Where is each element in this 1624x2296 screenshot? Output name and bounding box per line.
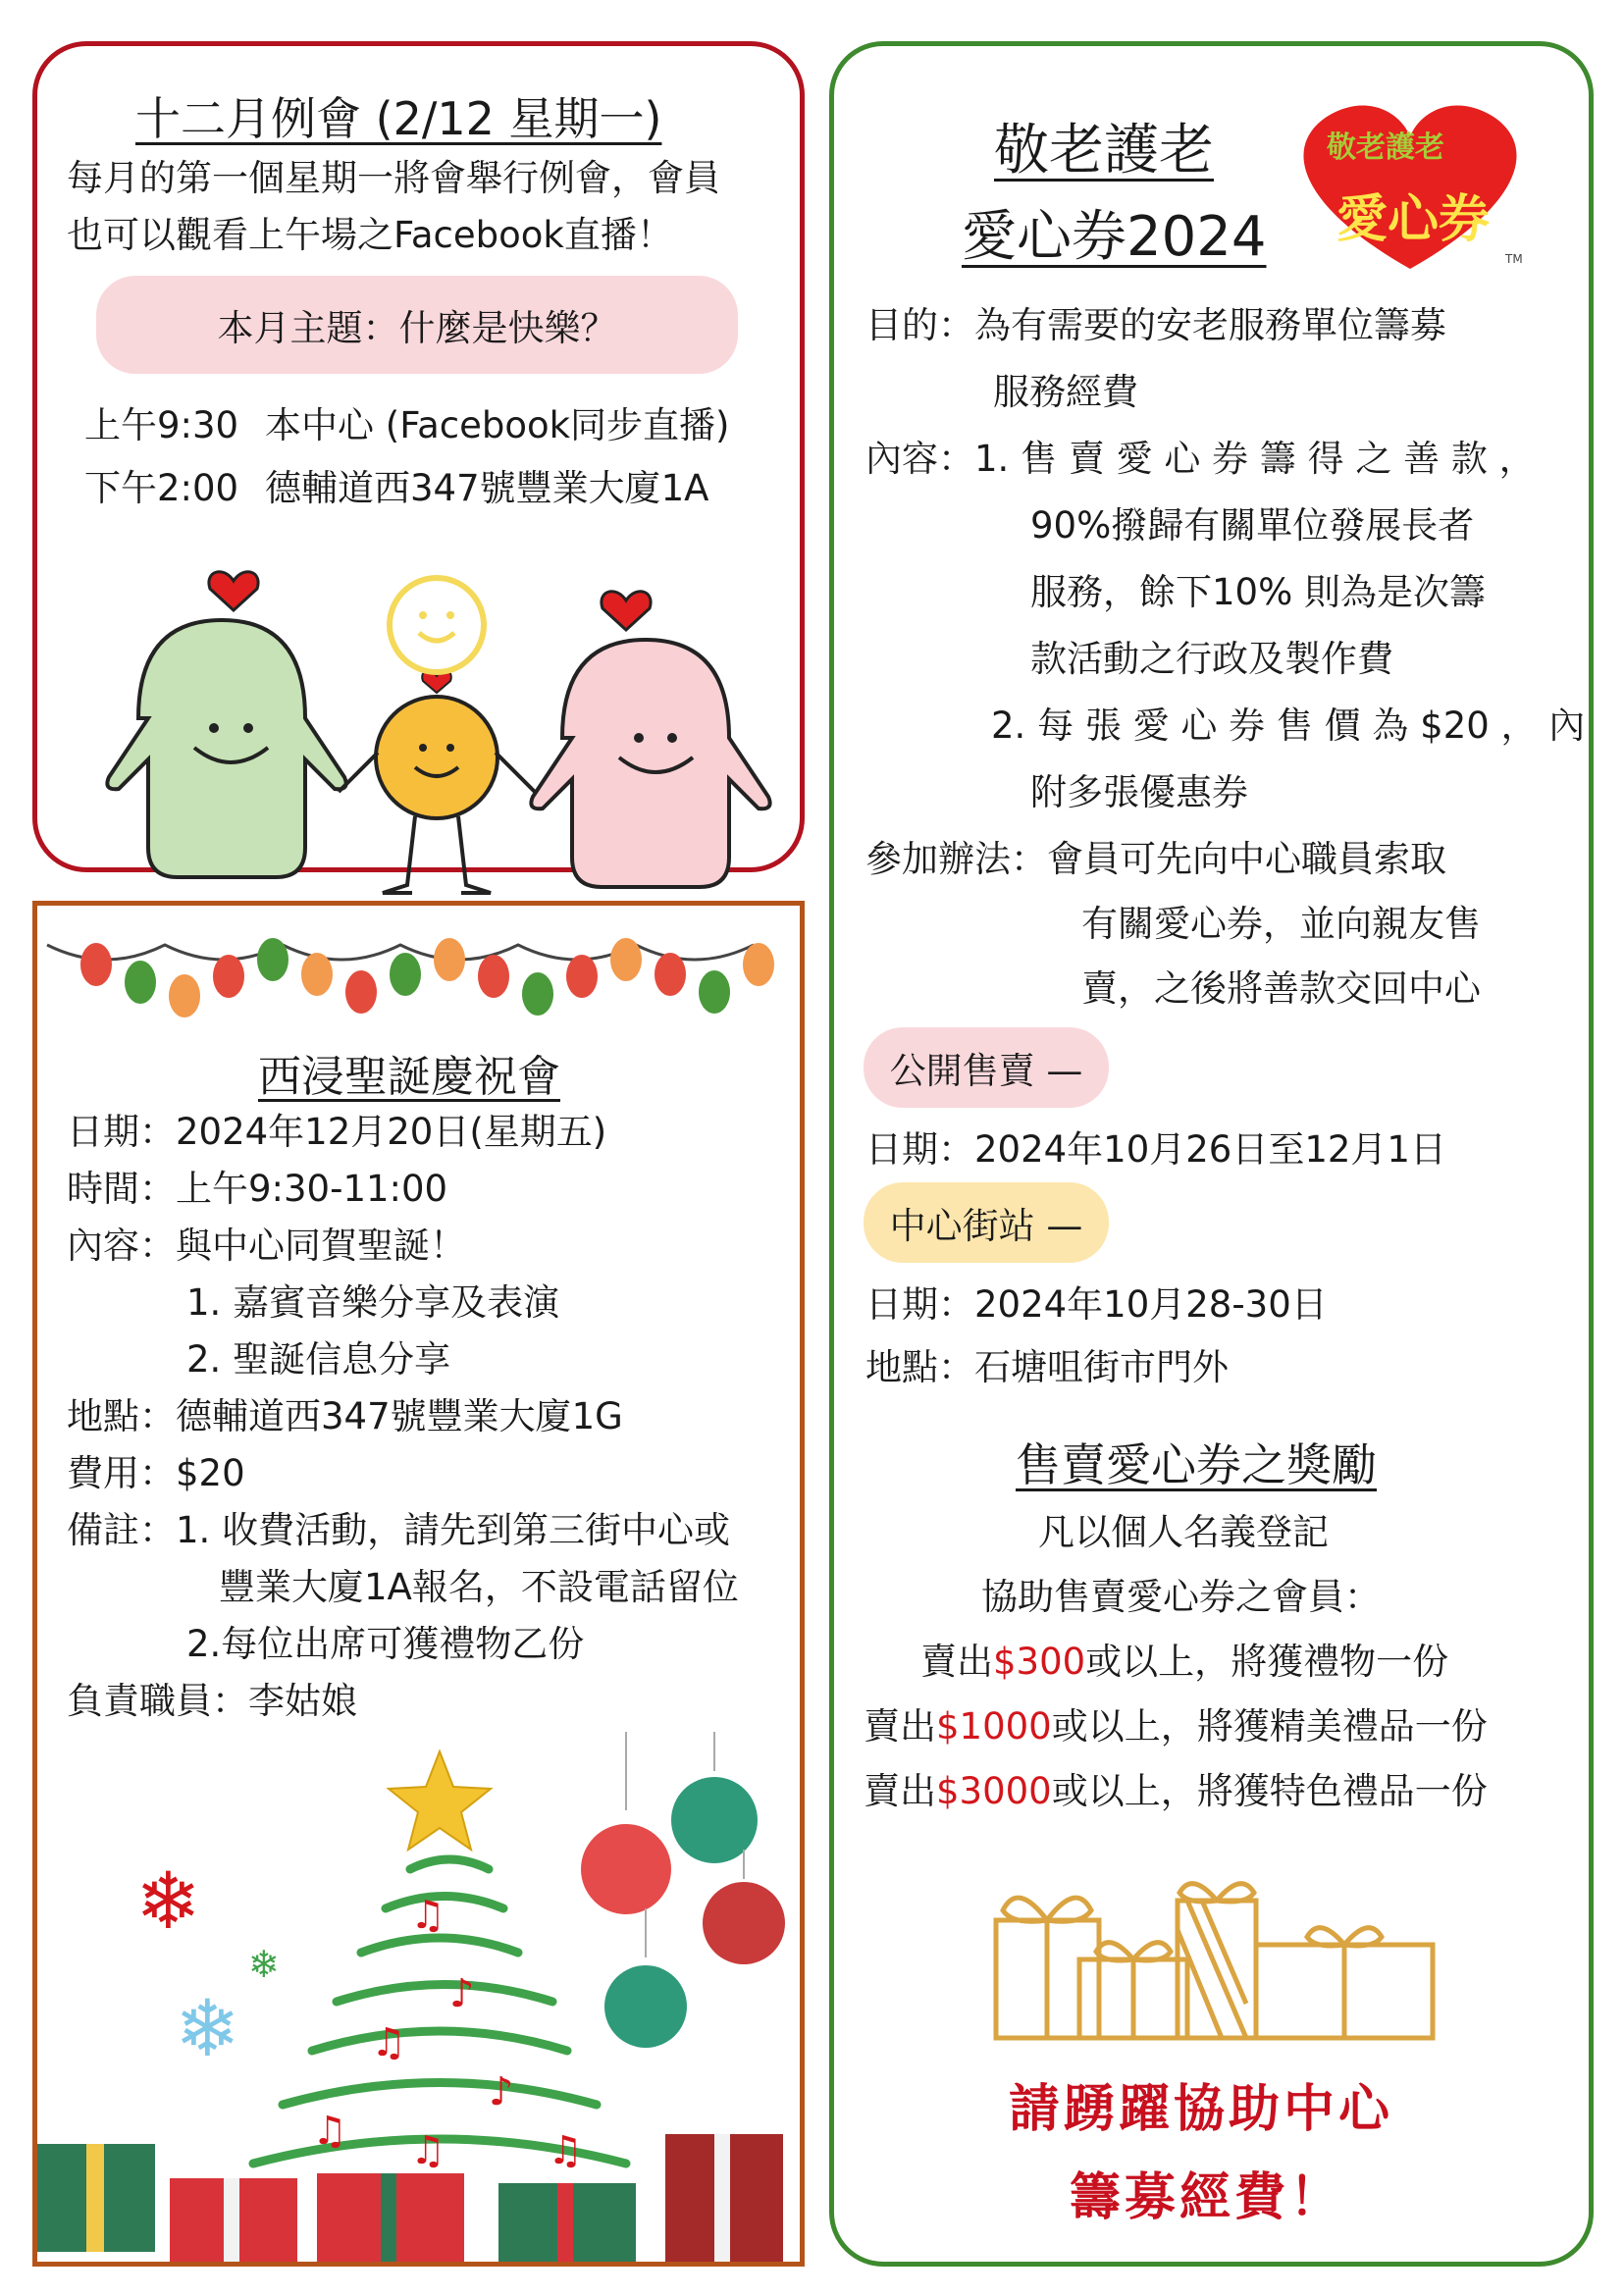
appeal-line2: 籌募經費！ [1070,2168,1345,2227]
string-lights-decoration [37,906,810,1033]
xmas-remark-1b: 豐業大廈1A報名，不設電話留位 [219,1566,739,1608]
snowflake-icon: ❄ [248,1943,280,1986]
xmas-fee: 費用：$20 [67,1452,245,1494]
xmas-content: 內容：與中心同賀聖誕！ [67,1225,466,1267]
svg-text:♫: ♫ [312,2109,347,2154]
logo-big-text: 愛心券 [1336,190,1491,249]
gift-box-outline-icon [991,1861,1442,2048]
session-time-pm: 下午2:00 [84,467,239,509]
reward-intro-line2: 協助售賣愛心券之會員： [981,1576,1381,1618]
heart-icon [602,592,651,630]
light-bulbs-icon [80,938,774,1018]
reward-suffix: 或以上，將獲禮物一份 [1085,1641,1449,1683]
meeting-theme-pill: 本月主題：什麼是快樂？ [96,276,738,374]
purpose-line1: 目的：為有需要的安老服務單位籌募 [865,304,1446,346]
heart-icon [209,572,258,610]
public-sale-date: 日期：2024年10月26日至12月1日 [865,1128,1446,1171]
reward-title: 售賣愛心券之獎勵 [1016,1438,1377,1491]
xmas-staff: 負責職員：李姑娘 [67,1680,357,1722]
reward-prefix: 賣出 [864,1770,936,1812]
reward-row-2 [864,1705,1488,1748]
svg-text:♫: ♫ [371,2020,406,2065]
xmas-date: 日期：2024年12月20日(星期五) [67,1111,607,1153]
meeting-intro-line1: 每月的第一個星期一將會舉行例會，會員 [67,157,720,199]
snowflake-icon: ❄ [175,1983,241,2074]
meeting-title: 十二月例會 (2/12 星期一) [135,92,662,145]
xmas-remark-2: 2.每位出席可獲禮物乙份 [186,1623,585,1665]
content-line2: 90%撥歸有關單位發展長者 [1030,504,1475,547]
reward-amount: $300 [993,1641,1086,1683]
reward-prefix: 賣出 [920,1641,993,1683]
content-line4: 款活動之行政及製作費 [1030,638,1393,680]
public-sale-pill: 公開售賣 — [864,1027,1109,1108]
svg-text:♫: ♫ [548,2128,583,2173]
join-line1: 參加辦法：會員可先向中心職員索取 [865,838,1446,880]
star-icon [389,1751,491,1850]
reward-amount: $3000 [936,1770,1052,1812]
xmas-item-2: 2. 聖誕信息分享 [186,1338,451,1381]
svg-text:♪: ♪ [449,1971,475,2016]
reward-suffix: 或以上，將獲特色禮品一份 [1051,1770,1488,1812]
content-line1: 內容：1. 售 賣 愛 心 券 籌 得 之 善 款 ， [865,438,1536,480]
svg-text:♫: ♫ [410,1893,445,1938]
christmas-panel [32,901,805,2267]
reward-amount: $1000 [936,1705,1052,1748]
content-line6: 附多張優惠券 [1030,771,1248,813]
svg-text:♫: ♫ [410,2128,445,2173]
happy-friends-illustration [32,527,805,851]
snowflake-icon: ❄ [135,1855,202,1947]
session-place-am: 本中心 (Facebook同步直播) [265,404,730,446]
svg-text:♪: ♪ [489,2069,514,2114]
reward-prefix: 賣出 [864,1705,936,1748]
xmas-time: 時間：上午9:30-11:00 [67,1168,448,1210]
reward-row-1 [920,1641,1449,1683]
voucher-panel [829,41,1594,2267]
purpose-line2: 服務經費 [993,371,1138,413]
christmas-tree-illustration [37,1732,800,2262]
appeal-line1: 請踴躍協助中心 [1009,2080,1394,2139]
logo-small-text: 敬老護老 [1327,130,1444,165]
ornaments-icon [581,1732,785,2048]
voucher-title-line2: 愛心券2024 [962,205,1267,269]
voucher-title-line1: 敬老護老 [994,119,1214,183]
reward-intro-line1: 凡以個人名義登記 [1038,1511,1329,1553]
street-booth-pill: 中心街站 — [864,1182,1109,1263]
join-line2: 有關愛心券，並向親友售 [1081,903,1481,945]
logo-tm: TM [1505,252,1523,266]
content-line5: 2. 每 張 愛 心 券 售 價 為 $20 ， 內 [991,704,1586,747]
reward-row-3 [864,1770,1488,1812]
meeting-panel [32,41,805,872]
street-booth-date: 日期：2024年10月28-30日 [865,1283,1328,1326]
street-booth-place: 地點：石塘咀街市門外 [865,1346,1229,1388]
xmas-venue: 地點：德輔道西347號豐業大廈1G [67,1395,623,1437]
content-line3: 服務，餘下10% 則為是次籌 [1030,571,1486,613]
reward-suffix: 或以上，將獲精美禮品一份 [1051,1705,1488,1748]
voucher-logo [1287,87,1533,284]
meeting-intro-line2: 也可以觀看上午場之Facebook直播！ [67,214,673,256]
xmas-item-1: 1. 嘉賓音樂分享及表演 [186,1281,560,1324]
session-place-pm: 德輔道西347號豐業大廈1A [265,467,709,509]
join-line3: 賣，之後將善款交回中心 [1081,967,1481,1010]
xmas-title: 西浸聖誕慶祝會 [258,1052,560,1102]
xmas-remark-1: 備註：1. 收費活動，請先到第三街中心或 [67,1509,731,1551]
session-time-am: 上午9:30 [84,404,239,446]
